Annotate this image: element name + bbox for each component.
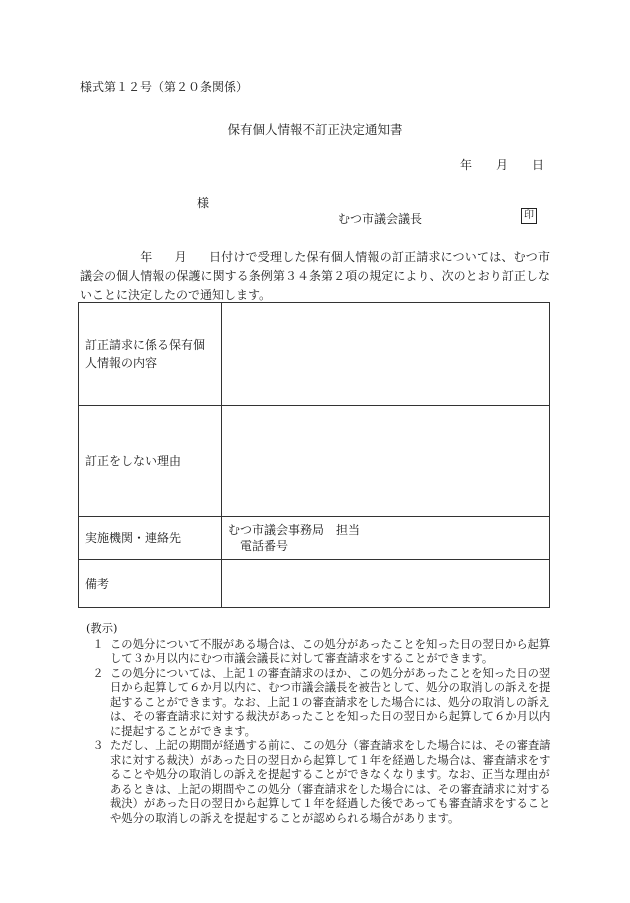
contact-phone-label: 電話番号 — [240, 539, 289, 553]
table-row — [79, 517, 550, 560]
instruction-number: ３ — [92, 739, 104, 752]
instruction-text: ただし、上記の期間が経過する前に、この処分（審査請求をした場合には、その審査請求に対する裁決）があった日の翌日から起算して１年を経過した場合は、審査請求をすることや処分の取消しの訴えを提起することができなくなります。なお、正当な理由があるときは、上記の期間やこの処分（審査請求をした場合には、その審査請求に対する裁決）があった日の翌日から起算して１年を経過した後であっても審査請求をすることや処分の取消しの訴えを提起することが認められる場合があります。 — [110, 739, 551, 825]
date-year-label: 年 — [460, 158, 473, 172]
instruction-item — [86, 638, 556, 667]
form-number: 様式第１２号（第２０条関係） — [80, 80, 249, 94]
instructions-section — [86, 622, 556, 826]
contact-cell — [222, 517, 550, 560]
body-month-label: 月 — [174, 250, 187, 264]
body-text: 日付けで受理した保有個人情報の訂正請求については、むつ市議会の個人情報の保護に関する条例第３４条第２項の規定により、次のとおり訂正しないことに決定したので通知します。 — [80, 250, 550, 302]
instruction-text: この処分について不服がある場合は、この処分があったことを知った日の翌日から起算して３か月以内にむつ市議会議長に対して審査請求をすることができます。 — [110, 637, 551, 665]
table-row — [79, 406, 550, 517]
body-paragraph — [80, 248, 550, 305]
table-label: 備考 — [79, 560, 222, 608]
seal-mark: 印 — [521, 208, 537, 224]
issuer-name: むつ市議会議長 — [338, 212, 423, 226]
instruction-number: ２ — [92, 666, 104, 680]
table-label: 訂正をしない理由 — [79, 406, 222, 517]
addressee-suffix: 様 — [197, 196, 210, 210]
instruction-item — [86, 667, 556, 740]
instructions-heading: (教示) — [86, 622, 118, 635]
instruction-text: この処分については、上記１の審査請求のほか、この処分があったことを知った日の翌日から起算して６か月以内に、むつ市議会議長を被告として、処分の取消しの訴えを提起することができます。なお、上記１の審査請求をした場合には、処分の取消しの訴えは、その審査請求に対する裁決があったことを知った日の翌日から起算して６か月以内に提起することができます。 — [110, 666, 551, 738]
table-label: 実施機関・連絡先 — [79, 517, 222, 560]
table-row — [79, 303, 550, 406]
date-line — [460, 156, 544, 173]
info-table — [78, 302, 550, 608]
document-title: 保有個人情報不訂正決定通知書 — [227, 122, 403, 137]
date-month-label: 月 — [496, 158, 509, 172]
table-value — [222, 303, 550, 406]
table-value — [222, 406, 550, 517]
table-value — [222, 560, 550, 608]
instruction-item — [86, 739, 556, 826]
instruction-number: １ — [92, 637, 104, 651]
table-row — [79, 560, 550, 608]
date-day-label: 日 — [532, 158, 545, 172]
body-year-label: 年 — [140, 250, 153, 264]
table-label: 訂正請求に係る保有個人情報の内容 — [79, 303, 222, 406]
contact-office: むつ市議会事務局 担当 — [228, 523, 361, 537]
